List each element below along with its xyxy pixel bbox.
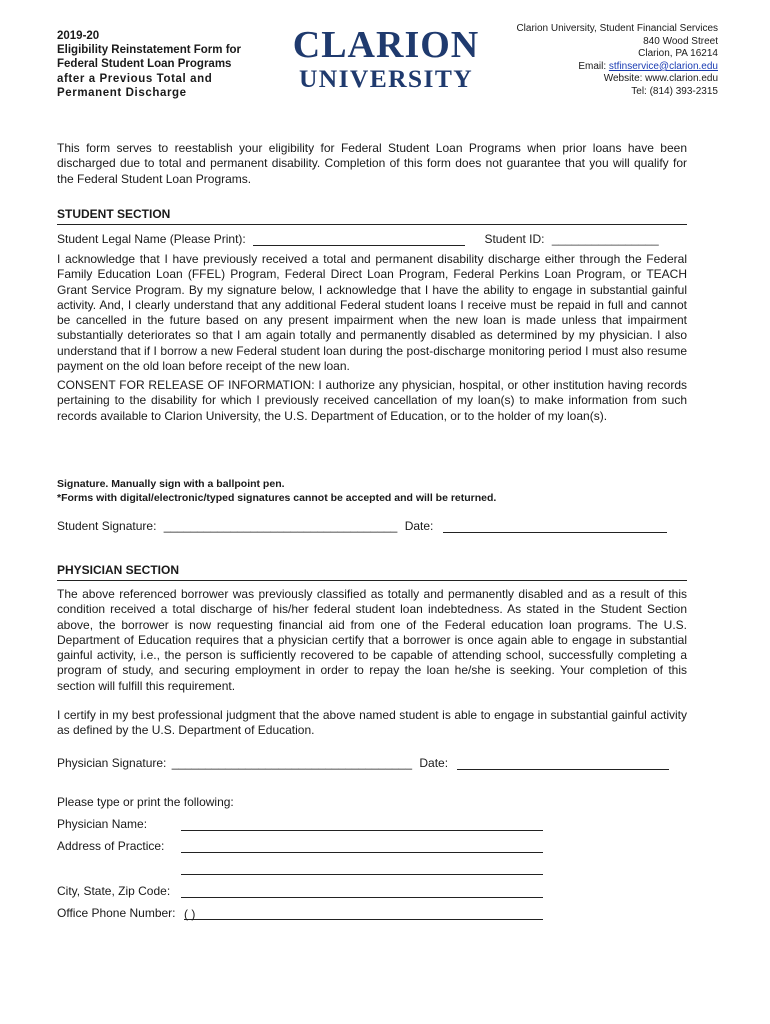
physician-date-field[interactable]: [457, 756, 669, 770]
physician-name-field[interactable]: [181, 817, 543, 831]
student-name-field[interactable]: [253, 232, 465, 246]
email-link[interactable]: stfinservice@clarion.edu: [608, 60, 718, 72]
physician-signature-label: Physician Signature:: [57, 756, 167, 770]
form-year: 2019-20: [57, 30, 100, 42]
form-title-line: Permanent Discharge: [57, 86, 187, 99]
clarion-logo: [291, 26, 481, 93]
contact-city: Clarion, PA 16214: [638, 48, 718, 60]
practice-address-label: Address of Practice:: [57, 839, 165, 853]
student-date-label: Date:: [404, 519, 434, 533]
acknowledgement-paragraph: I acknowledge that I have previously received a total and permanent disability discharge either through the Federal Family Education Loan (FFEL) Program, Federal Direct Loan Program, Federal Perkins Loan Program, or TEACH Grant Service Program. By my signature below, I acknowledge that I have the ability to engage in substantial gainful activity. And, I clearly understand that any additional Federal student loans I receive must be repaid in full and cannot be cancelled in the future based on any present impairment when the new loan is made unless that impairment substantially deteriorates so that I am again totally and permanently disabled as determined by my physician. I also understand that if I borrow a new Federal student loan during the post-discharge monitoring period I must also resume payment on the old loan before receipt of the new loan.: [57, 252, 687, 374]
student-date-field[interactable]: [443, 519, 667, 533]
physician-signature-row: [57, 756, 687, 770]
certify-paragraph: I certify in my best professional judgment that the above named student is able to engage in substantial gainful activity as defined by the U.S. Department of Education.: [57, 708, 687, 738]
print-prompt: Please type or print the following:: [57, 795, 234, 809]
physician-signature-field[interactable]: ____________________________________: [171, 756, 413, 770]
logo-wordmark-university: UNIVERSITY: [298, 64, 474, 93]
logo-wordmark-clarion: CLARION: [292, 24, 480, 66]
contact-email: [458, 61, 718, 74]
student-section-heading: STUDENT SECTION: [57, 207, 687, 225]
student-signature-label: Student Signature:: [57, 519, 157, 533]
office-phone-label: Office Phone Number:: [57, 906, 176, 920]
contact-tel: Tel: (814) 393-2315: [631, 85, 718, 97]
signature-warning: *Forms with digital/electronic/typed signatures cannot be accepted and will be returned.: [57, 492, 497, 504]
city-state-zip-label: City, State, Zip Code:: [57, 884, 171, 898]
form-title-line: Eligibility Reinstatement Form for: [57, 44, 242, 57]
physician-section-heading: PHYSICIAN SECTION: [57, 563, 687, 581]
area-code-parens: ( ): [184, 907, 196, 921]
intro-paragraph: This form serves to reestablish your eligibility for Federal Student Loan Programs when prior loans have been discharged due to total and permanent disability. Completion of this form does not guarantee that you will qualify for the Federal Student Loan Programs.: [57, 141, 687, 186]
contact-org: Clarion University, Student Financial Services: [516, 23, 718, 34]
form-title: [57, 29, 287, 100]
student-id-label: Student ID:: [484, 232, 545, 246]
student-signature-row: [57, 519, 687, 533]
physician-name-label: Physician Name:: [57, 817, 148, 831]
student-name-row: [57, 232, 687, 246]
email-label: Email:: [578, 60, 607, 72]
consent-paragraph: CONSENT FOR RELEASE OF INFORMATION: I authorize any physician, hospital, or other institution having records pertaining to the disability for which I previously received cancellation of my loan(s) to make information from such records available to Clarion University, the U.S. Department of Education, or to the holder of my loan(s).: [57, 378, 687, 423]
student-name-label: Student Legal Name (Please Print):: [57, 232, 246, 246]
contact-website: Website: www.clarion.edu: [603, 73, 718, 85]
office-phone-field[interactable]: [184, 906, 543, 920]
physician-date-label: Date:: [419, 756, 449, 770]
practice-address-field[interactable]: [181, 839, 543, 853]
contact-street: 840 Wood Street: [643, 35, 718, 47]
practice-address-field-line2[interactable]: [181, 861, 543, 875]
signature-instruction: Signature. Manually sign with a ballpoint pen.: [57, 478, 285, 490]
physician-body-paragraph: The above referenced borrower was previously classified as totally and permanently disabled and as a result of this condition received a total discharge of his/her federal student loan indebtedness. As stated in the Student Section above, the borrower is now requesting financial aid from one of the Federal education loan programs. The U.S. Department of Education requires that a physician certify that a borrower is once again able to engage in substantial gainful activity, i.e., the person is sufficiently recovered to be capable of attending school, successfully completing a program of study, and securing employment in order to repay the loan he/she is seeking. Your completion of this section will fulfill this requirement.: [57, 587, 687, 693]
city-state-zip-field[interactable]: [181, 884, 543, 898]
form-title-line: Federal Student Loan Programs: [57, 58, 232, 71]
contact-block: [458, 23, 718, 99]
student-id-field[interactable]: ________________: [551, 232, 659, 246]
student-signature-field[interactable]: ___________________________________: [163, 519, 398, 533]
form-title-line: after a Previous Total and: [57, 72, 213, 85]
